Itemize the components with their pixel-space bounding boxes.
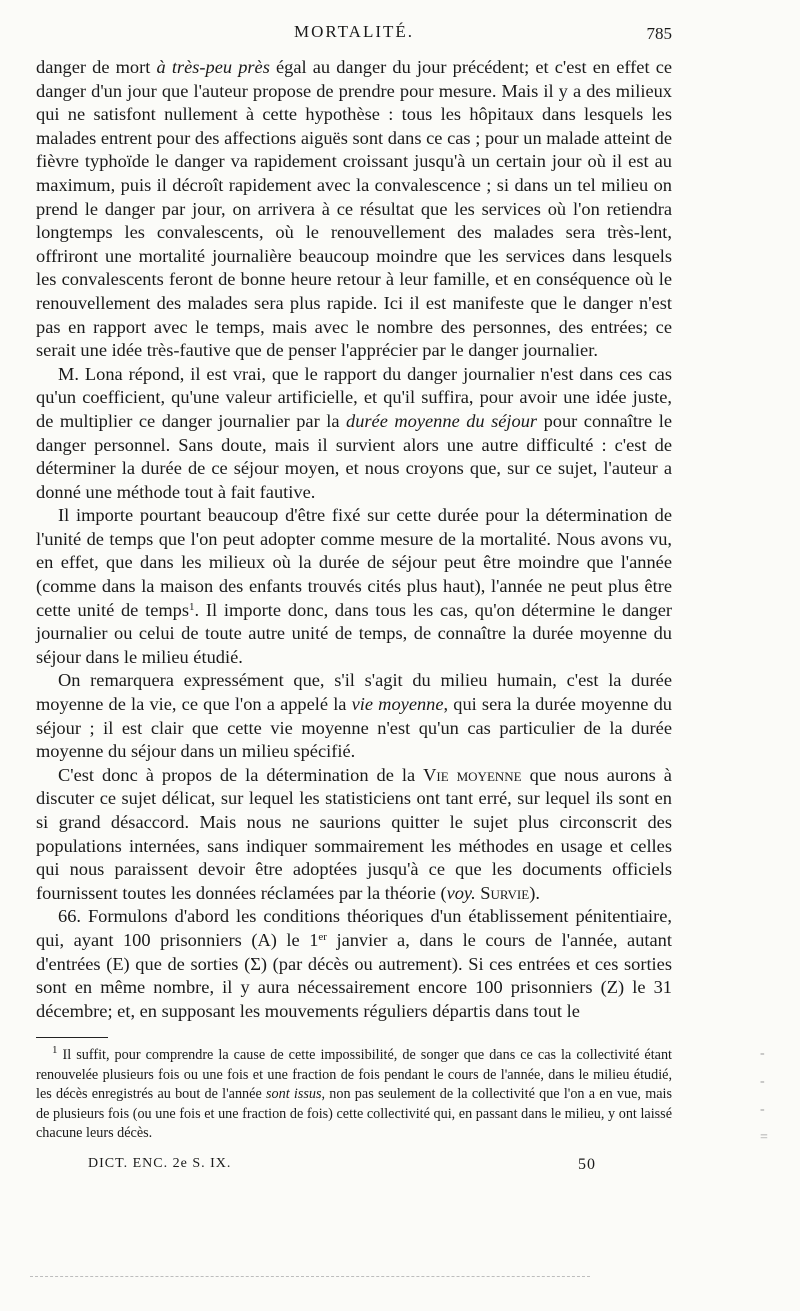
cross-reference: Survie xyxy=(480,882,530,903)
paragraph xyxy=(36,764,672,906)
italic-phrase: durée moyenne du séjour xyxy=(346,410,538,431)
italic-phrase: à très-peu près xyxy=(156,57,270,77)
text-run: Il suffit, pour comprendre la cause de cette impossibilité, de songer que dans ce cas la collectivité étant renouvelée plusieurs fois ou une fois et une fraction de fois pendant le cours de l'année, dans le milieu étudié, les décès enregistrés au bout de l'année xyxy=(36,1047,672,1103)
footnote-marker: 1 xyxy=(52,1044,58,1057)
footnote-reference[interactable]: 1 xyxy=(189,600,195,613)
italic-phrase: voy. xyxy=(446,882,476,903)
text-run: , qui sera la durée moyenne du séjour ; il est clair que cette vie moyenne n'est qu'un cas particulier de la durée moyenne du séjour dans un milieu spécifié. xyxy=(36,694,672,762)
italic-phrase: vie moyenne xyxy=(351,694,444,715)
paragraph xyxy=(36,905,672,1023)
text-run: , non pas seulement de la collectivité que l'on a en vue, mais de plusieurs fois (ou une fois et une fraction de fois) cette collectivité qui, en passant dans le milieu, y ont laissé chacune leurs décès. xyxy=(36,1086,672,1142)
cross-reference: Vie moyenne xyxy=(423,764,522,785)
text-run: janvier a, dans le cours de l'année, autant d'entrées (E) que de sorties (Σ) (par décès ou autrement). Si ces entrées et ces sorties sont en même nombre, il y aura nécessairement encore 100 prisonniers (Z) le 31 décembre; et, en supposant les mouvements réguliers départis dans tout le xyxy=(36,929,672,1021)
ordinal-superscript: er xyxy=(318,930,327,943)
text-run: Il importe pourtant beaucoup d'être fixé sur cette durée pour la détermination de l'unité de temps que l'on peut adopter comme mesure de la mortalité. Nous avons vu, en effet, que dans les milieux où la durée de séjour peut être moindre que l'année (comme dans la maison des enfants trouvés cités plus haut), l'année ne peut plus être cette unité de temps xyxy=(36,505,672,620)
footnote-rule xyxy=(36,1037,108,1038)
signature-number: 50 xyxy=(578,1155,596,1173)
margin-mark: - xyxy=(760,1074,765,1089)
text-run: On remarquera expressément que, s'il s'agit du milieu humain, c'est la durée moyenne de la vie, ce que l'on a appelé la xyxy=(36,670,672,715)
text-run: M. Lona répond, il est vrai, que le rapport du danger journalier n'est dans ces cas qu'un coefficient, qu'une valeur artificielle, et qu'il suffira, pour avoir une idée juste, de multiplier ce danger journalier par la xyxy=(36,363,672,431)
text-run: égal au danger du jour précédent; et c'est en effet ce danger d'un jour que l'auteur propose de prendre pour mesure. Mais il y a des milieux qui ne satisfont nullement à cette hypothèse : tous les hôpitaux dans lesquels les malades entrent pour des affections aiguës sont dans ce cas ; pour un malade atteint de fièvre typhoïde le danger va rapidement croissant jusqu'à un certain jour où il est au maximum, puis il décroît rapidement avec la convalescence ; si dans un tel milieu on prend le danger par jour, on arrivera à ce résultat que les services où l'on retiendra longtemps les convalescents, où le renouvellement des malades sera très-lent, offriront une mortalité journalière beaucoup moindre que les services dans lesquels les convalescents feront de bonne heure retour à leur famille, et en conséquence où le renouvellement des malades sera plus rapide. Ici il est manifeste que le danger n'est pas en rapport avec le temps, mais avec le nombre des personnes, des entrées; ce serait une idée très-fautive que de penser l'apprécier par le danger journalier. xyxy=(36,57,673,361)
text-run: pour connaître le danger personnel. Sans doute, mais il survient alors une autre difficulté : c'est de déterminer la durée de ce séjour moyen, et nous croyons que, sur ce sujet, l'auteur a donné une méthode tout à fait fautive. xyxy=(36,410,672,502)
page-number: 785 xyxy=(646,24,672,43)
page-header xyxy=(36,22,672,56)
text-run: . Il importe donc, dans tous les cas, qu'on détermine le danger journalier ou celui de toute autre unité de temps, de connaître la durée moyenne du séjour dans le milieu étudié. xyxy=(36,599,672,667)
text-run: 66. Formulons d'abord les conditions théoriques d'un établissement pénitentiaire, qui, ayant 100 prisonniers (A) le 1 xyxy=(36,906,672,950)
margin-mark: = xyxy=(760,1130,768,1145)
margin-mark: - xyxy=(760,1046,765,1061)
scan-artifact-line xyxy=(30,1276,590,1278)
margin-marks xyxy=(760,1040,784,1152)
paragraph xyxy=(36,669,672,763)
paragraph xyxy=(36,56,672,363)
italic-phrase: sont issus xyxy=(266,1086,322,1103)
page-footer xyxy=(36,1156,672,1180)
page xyxy=(36,22,672,1180)
paragraph xyxy=(36,504,672,669)
running-head: MORTALITÉ. xyxy=(293,22,415,41)
footnote xyxy=(36,1046,672,1144)
body-text xyxy=(36,56,672,1023)
text-run: que nous aurons à discuter ce sujet délicat, sur lequel les statisticiens ont tant erré, sur lequel ils sont en si grand désaccord. Mais nous ne saurions quitter le sujet plus circonscrit des populations internées, sans indiquer sommairement les méthodes en usage et celles qui nous paraissent devoir être adoptées jusqu'à ce que les documents officiels fournissent toutes les données réclamées par la théorie ( xyxy=(36,764,672,903)
paragraph xyxy=(36,363,672,505)
signature-mark: DICT. ENC. 2e S. IX. xyxy=(88,1155,232,1171)
text-run: ). xyxy=(529,882,540,903)
margin-mark: - xyxy=(760,1102,765,1117)
text-run: C'est donc à propos de la détermination de la xyxy=(58,764,424,785)
text-run: danger de mort xyxy=(36,57,157,77)
